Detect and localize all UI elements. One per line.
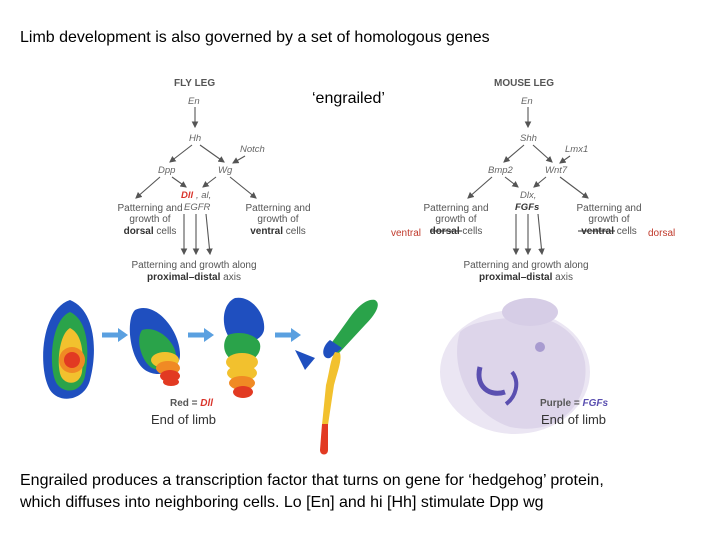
svg-text:proximal–distal axis [479,272,573,283]
fly-al: , al, [196,190,212,201]
fly-right-outcome-1: Patterning and [245,203,311,214]
mouse-legend-label: Purple = [540,398,583,409]
fly-legend-gene: Dll [200,398,214,409]
dorsal-label: dorsal [648,228,676,239]
fly-dll: Dll [181,190,194,201]
mouse-left-outcome-1: Patterning and [423,203,489,214]
mouse-axis-bold: proximal–distal [479,272,553,283]
mouse-left-outcome-tail: cells [462,226,483,237]
mouse-right-outcome-1: Patterning and [576,203,642,214]
caption [20,470,710,514]
fly-axis-tail: axis [223,272,241,283]
mouse-header: MOUSE LEG [494,78,555,89]
mouse-legend-gene: FGFs [582,398,609,409]
fly-axis-bold: proximal–distal [147,272,221,283]
fly-header: FLY LEG [174,78,216,89]
fly-stage-3 [224,298,264,398]
mouse-right-outcome-bold: ventral [581,226,614,237]
fly-wg: Wg [218,165,233,176]
svg-text:proximal–distal axis [147,272,241,283]
ventral-label: ventral [391,228,422,239]
caption-line-2: which diffuses into neighboring cells. Lo [En] and hi [Hh] stimulate Dpp wg [20,494,544,511]
mouse-right-outcome-tail: cells [616,226,637,237]
fly-left-outcome-2: growth of [129,214,171,225]
fly-right-outcome-2: growth of [257,214,299,225]
fly-dpp: Dpp [158,165,176,176]
mouse-fgfs: FGFs [515,202,540,213]
fly-leg-development-illustration [30,290,400,460]
end-of-limb-right: End of limb [541,412,607,427]
mouse-legend [540,398,608,409]
end-of-limb-left: End of limb [151,412,217,427]
fly-en: En [188,96,200,107]
fly-legend-label: Red = [170,398,201,409]
mouse-axis-outcome: Patterning and growth along [463,260,589,271]
mouse-dlx: Dlx, [520,190,537,201]
mouse-wnt7: Wnt7 [545,165,568,176]
svg-text:dorsal cells [124,226,177,237]
mouse-leg-pathway [423,78,641,283]
svg-text:ventral cells [250,226,306,237]
fly-stage-1 [43,300,94,399]
mouse-lmx1: Lmx1 [565,144,589,155]
mouse-left-outcome-bold: dorsal [429,226,460,237]
engrailed-label: ‘engrailed’ [312,90,385,107]
fly-left-outcome-tail: cells [156,226,177,237]
mouse-shh: Shh [520,133,537,144]
mouse-left-outcome-2: growth of [435,214,477,225]
mouse-en: En [521,96,533,107]
mouse-right-outcome-2: growth of [588,214,630,225]
fly-right-outcome-bold: ventral [250,226,283,237]
fly-legend [170,398,213,409]
fly-notch: Notch [240,144,265,155]
slide-title: Limb development is also governed by a set of homologous genes [20,29,490,46]
fly-egfr: EGFR [184,202,211,213]
fly-hh: Hh [189,133,202,144]
fly-stage-4 [295,300,378,455]
mouse-bmp2: Bmp2 [488,165,513,176]
fly-axis-outcome: Patterning and growth along [131,260,257,271]
mouse-axis-tail: axis [555,272,573,283]
fly-stage-2 [130,308,180,386]
fly-leg-pathway [117,78,310,283]
fly-right-outcome-tail: cells [285,226,306,237]
fly-left-outcome-bold: dorsal [123,226,154,237]
caption-line-1: Engrailed produces a transcription factor that turns on gene for ‘hedgehog’ protein, [20,472,604,489]
fly-left-outcome-1: Patterning and [117,203,183,214]
